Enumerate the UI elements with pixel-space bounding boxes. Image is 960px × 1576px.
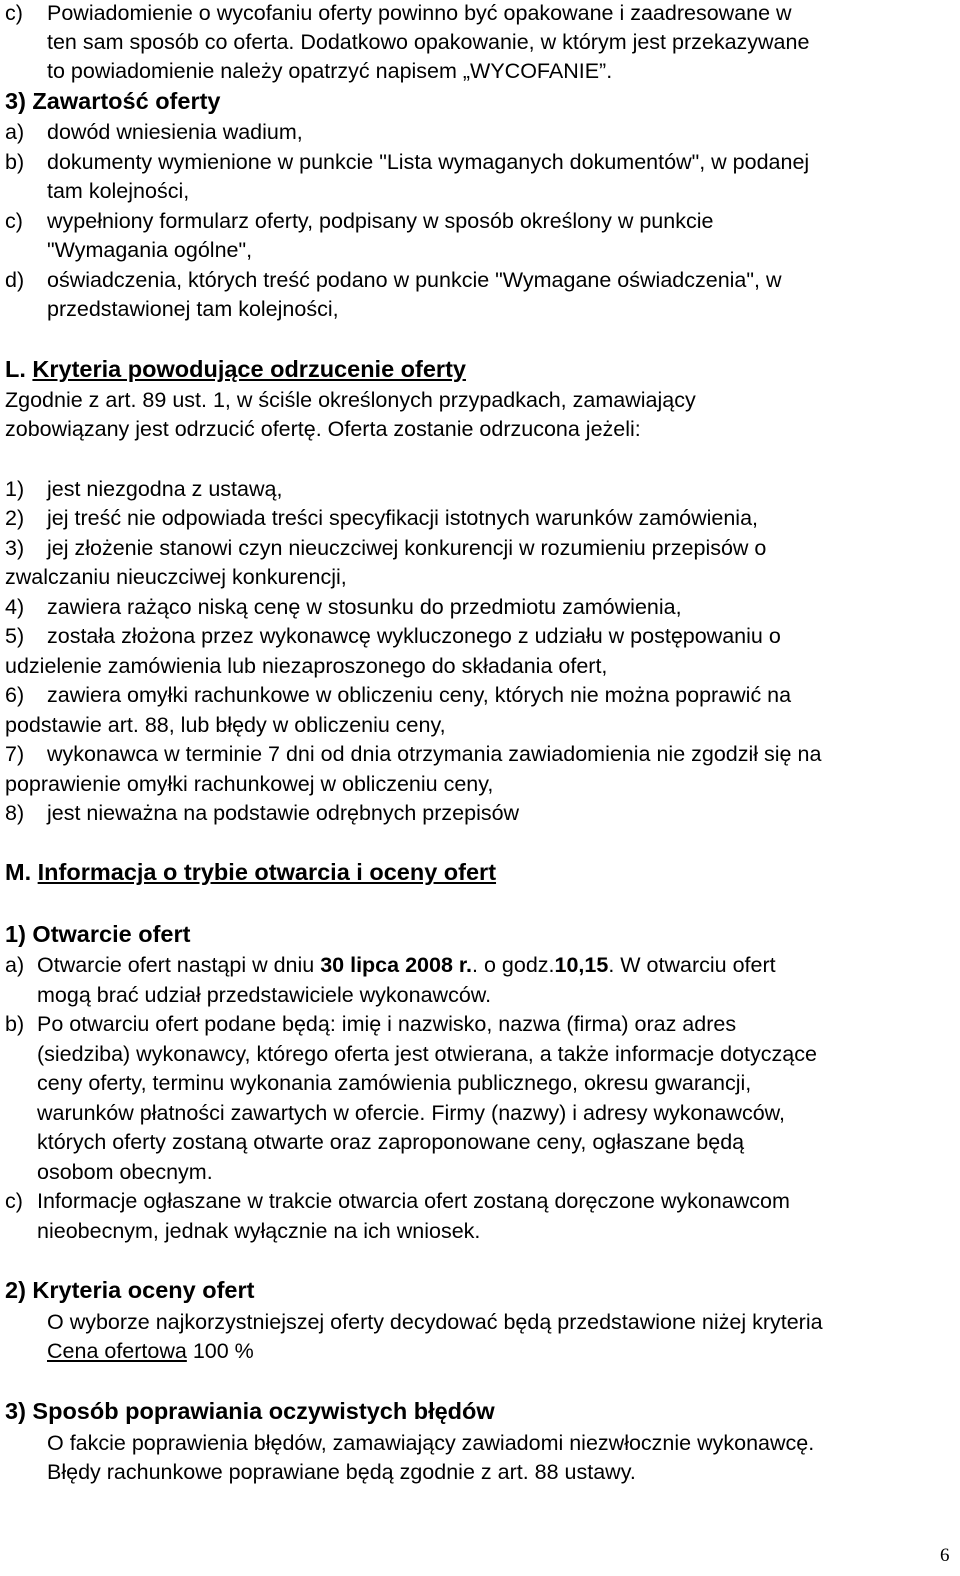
list-item-text: udzielenie zamówienia lub niezaproszonego do składania ofert, <box>5 654 608 678</box>
list-item-text: "Wymagania ogólne", <box>47 238 253 262</box>
section-m-prefix: M. <box>5 859 32 885</box>
list-item-text: osobom obecnym. <box>37 1160 213 1184</box>
list-item-text: przedstawionej tam kolejności, <box>47 297 339 321</box>
opening-a-line <box>37 951 776 981</box>
criteria-line <box>47 1337 254 1367</box>
list-item-text: zawiera omyłki rachunkowe w obliczeniu ceny, których nie można poprawić na <box>47 683 792 707</box>
list-marker: c) <box>5 209 23 233</box>
opening-a-text: Otwarcie ofert nastąpi w dniu <box>37 953 321 977</box>
section-l-intro: Zgodnie z art. 89 ust. 1, w ściśle określonych przypadkach, zamawiający <box>5 388 696 412</box>
list-number: 1) <box>5 477 25 501</box>
top-item-line: ten sam sposób co oferta. Dodatkowo opakowanie, w którym jest przekazywane <box>47 30 810 54</box>
list-number: 7) <box>5 742 25 766</box>
list-item-text: jest nieważna na podstawie odrębnych przepisów <box>47 801 520 825</box>
criterion-weight: 100 % <box>186 1339 254 1363</box>
list-number: 3) <box>5 536 25 560</box>
list-marker: b) <box>5 150 25 174</box>
list-number: 5) <box>5 624 25 648</box>
list-item-text: ceny oferty, terminu wykonania zamówienia publicznego, okresu gwarancji, <box>37 1071 752 1095</box>
list-item-text: Informacje ogłaszane w trakcie otwarcia ofert zostaną doręczone wykonawcom <box>37 1189 790 1213</box>
list-item-text: wypełniony formularz oferty, podpisany w sposób określony w punkcie <box>47 209 714 233</box>
criterion-name: Cena ofertowa <box>47 1339 187 1363</box>
list-item-text: została złożona przez wykonawcę wykluczonego z udziału w postępowaniu o <box>47 624 781 648</box>
list-item-text: dokumenty wymienione w punkcie "Lista wymaganych dokumentów", w podanej <box>47 150 810 174</box>
top-item-marker: c) <box>5 1 23 25</box>
list-item-text: tam kolejności, <box>47 179 190 203</box>
opening-time: 10,15 <box>554 953 609 977</box>
top-item-line: to powiadomienie należy opatrzyć napisem „WYCOFANIE”. <box>47 59 613 83</box>
section-l-title: Kryteria powodujące odrzucenie oferty <box>32 356 466 382</box>
correction-heading: 3) Sposób poprawiania oczywistych błędów <box>5 1398 495 1424</box>
section-l-heading <box>5 355 466 385</box>
list-marker: b) <box>5 1012 25 1036</box>
correction-text: Błędy rachunkowe poprawiane będą zgodnie z art. 88 ustawy. <box>47 1460 636 1484</box>
list-marker: c) <box>5 1189 23 1213</box>
section-l-prefix: L. <box>5 356 26 382</box>
list-item-text: oświadczenia, których treść podano w punkcie "Wymagane oświadczenia", w <box>47 268 782 292</box>
list-item-text: wykonawca w terminie 7 dni od dnia otrzymania zawiadomienia nie zgodził się na <box>47 742 822 766</box>
list-number: 8) <box>5 801 25 825</box>
list-item-text: warunków płatności zawartych w ofercie. Firmy (nazwy) i adresy wykonawców, <box>37 1101 785 1125</box>
list-item-text: podstawie art. 88, lub błędy w obliczeniu ceny, <box>5 713 446 737</box>
opening-date: 30 lipca 2008 r. <box>320 953 473 977</box>
list-item-text: zawiera rażąco niską cenę w stosunku do przedmiotu zamówienia, <box>47 595 682 619</box>
opening-a-text: . W otwarciu ofert <box>608 953 776 977</box>
list-number: 2) <box>5 506 25 530</box>
list-marker: a) <box>5 953 25 977</box>
section-m-heading <box>5 858 496 888</box>
contents-heading: 3) Zawartość oferty <box>5 88 221 114</box>
criteria-heading: 2) Kryteria oceny ofert <box>5 1277 255 1303</box>
opening-heading: 1) Otwarcie ofert <box>5 921 191 947</box>
opening-a-text: . o godz. <box>472 953 555 977</box>
list-item-text: (siedziba) wykonawcy, którego oferta jest otwierana, a także informacje dotyczące <box>37 1042 817 1066</box>
list-item-text: jej złożenie stanowi czyn nieuczciwej konkurencji w rozumieniu przepisów o <box>47 536 767 560</box>
list-item-text: nieobecnym, jednak wyłącznie na ich wniosek. <box>37 1219 481 1243</box>
list-item-text: jest niezgodna z ustawą, <box>47 477 283 501</box>
criteria-text: O wyborze najkorzystniejszej oferty decydować będą przedstawione niżej kryteria <box>47 1310 823 1334</box>
section-m-title: Informacja o trybie otwarcia i oceny ofert <box>37 859 497 885</box>
page-number: 6 <box>940 1545 950 1566</box>
list-marker: a) <box>5 120 25 144</box>
top-item-line: Powiadomienie o wycofaniu oferty powinno być opakowane i zaadresowane w <box>47 1 792 25</box>
list-item-text: Po otwarciu ofert podane będą: imię i nazwisko, nazwa (firma) oraz adres <box>37 1012 737 1036</box>
list-item-text: których oferty zostaną otwarte oraz zaproponowane ceny, ogłaszane będą <box>37 1130 745 1154</box>
list-number: 4) <box>5 595 25 619</box>
list-item-text: dowód wniesienia wadium, <box>47 120 303 144</box>
list-item-text: zwalczaniu nieuczciwej konkurencji, <box>5 565 347 589</box>
list-marker: d) <box>5 268 25 292</box>
section-l-intro: zobowiązany jest odrzucić ofertę. Oferta zostanie odrzucona jeżeli: <box>5 417 641 441</box>
list-number: 6) <box>5 683 25 707</box>
list-item-text: jej treść nie odpowiada treści specyfikacji istotnych warunków zamówienia, <box>47 506 759 530</box>
list-item-text: poprawienie omyłki rachunkowej w obliczeniu ceny, <box>5 772 494 796</box>
list-item-text: mogą brać udział przedstawiciele wykonawców. <box>37 983 492 1007</box>
correction-text: O fakcie poprawienia błędów, zamawiający zawiadomi niezwłocznie wykonawcę. <box>47 1431 815 1455</box>
